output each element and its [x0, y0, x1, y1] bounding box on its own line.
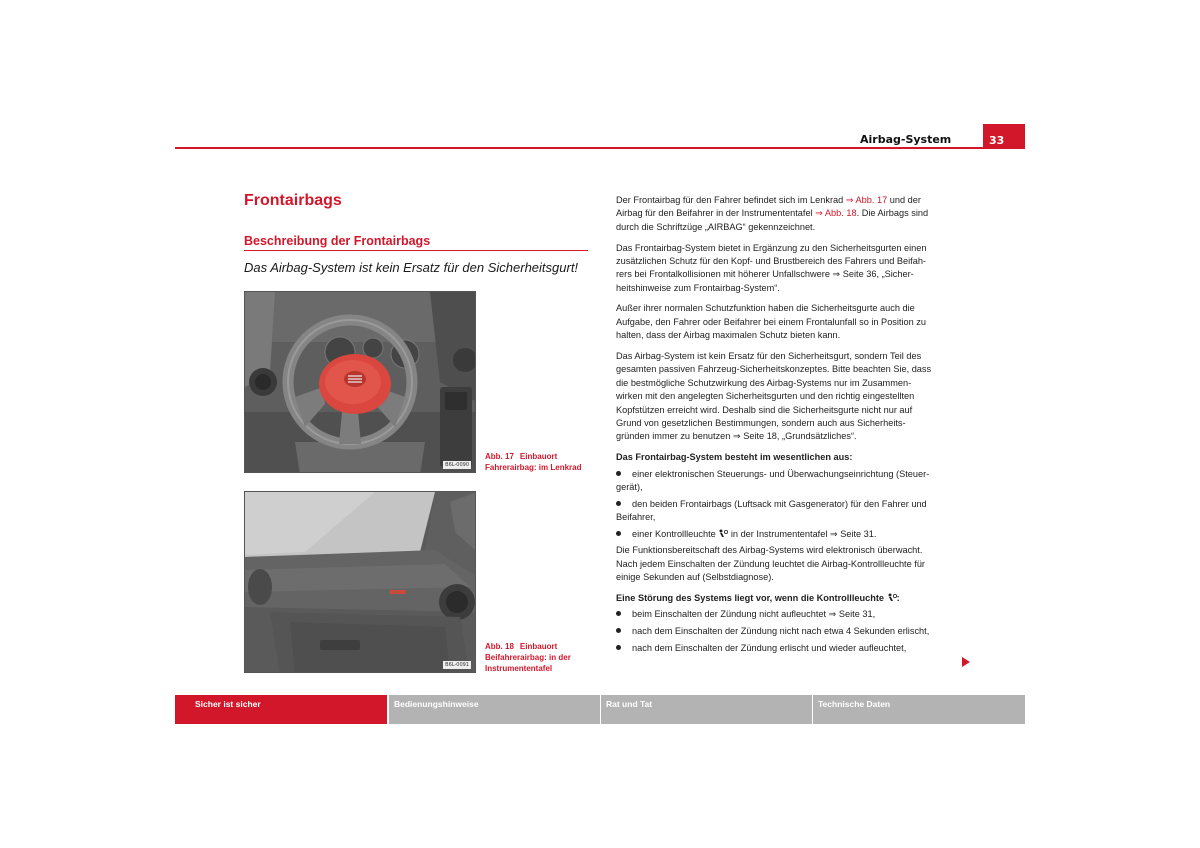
list-item: beim Einschalten der Zündung nicht aufleuchtet ⇒ Seite 31,: [616, 608, 962, 621]
caption-description: Instrumententafel: [485, 664, 553, 673]
dashboard-illustration: [245, 492, 476, 673]
caption-label: Abb. 17: [485, 452, 514, 461]
figure-link-17[interactable]: ⇒ Abb. 17: [845, 195, 888, 205]
list-heading: Das Frontairbag-System besteht im wesentlichen aus:: [616, 452, 853, 463]
paragraph: Der Frontairbag für den Fahrer befindet sich im Lenkrad ⇒ Abb. 17 und der Airbag für den Beifahrer in der Instrumententafel ⇒ Abb. 18. Die Airbags sind durch die Schriftzüge „AIRBAG“ gekennzeichnet.: [616, 195, 929, 232]
section-title: Airbag-System: [860, 133, 952, 146]
fault-list: [616, 608, 962, 655]
section-heading-rule: [244, 250, 588, 251]
caption-label: Abb. 18: [485, 642, 514, 651]
page-number: 33: [983, 124, 1025, 149]
tab-sicher-ist-sicher[interactable]: Sicher ist sicher: [175, 695, 387, 724]
caption-title: Einbauort: [519, 452, 558, 461]
figure-link-18[interactable]: ⇒ Abb. 18: [815, 208, 857, 219]
figure-code: B6L-0090: [445, 462, 469, 468]
body-text: [616, 194, 962, 658]
caption-title: Einbauort: [519, 642, 558, 651]
list-item: einer elektronischen Steuerungs- und Überwachungseinrichtung (Steuer- gerät),: [616, 468, 930, 493]
paragraph: Das Frontairbag-System bietet in Ergänzung zu den Sicherheitsgurten einen zusätzlichen Schutz für den Kopf- und Brustbereich des Fahrers und Beifah- rers bei Frontalkollisionen mit höherer Unfallschwere ⇒ Seite 36, „Sicher- heitshinweise zum Frontairbag-System“.: [616, 242, 927, 293]
figure-passenger-airbag: [244, 491, 476, 673]
figure-driver-airbag: [244, 291, 476, 473]
figure-caption-17: [485, 451, 581, 473]
header-rule: [175, 147, 1025, 149]
caption-line: [485, 451, 581, 462]
figure-caption-18: [485, 641, 571, 674]
steering-wheel-illustration: [245, 292, 476, 473]
section-heading: Beschreibung der Frontairbags: [244, 234, 431, 248]
caption-description: Beifahrerairbag: in der: [485, 653, 571, 662]
tab-technische-daten[interactable]: Technische Daten: [813, 695, 1025, 724]
tab-bedienungshinweise[interactable]: Bedienungshinweise: [389, 695, 600, 724]
paragraph: Die Funktionsbereitschaft des Airbag-Systems wird elektronisch überwacht. Nach jedem Einschalten der Zündung leuchtet die Airbag-Kontrollleuchte für einige Sekunden auf (Selbstdiagnose).: [616, 545, 925, 583]
airbag-warning-icon: [718, 529, 728, 538]
caption-description: Fahrerairbag: im Lenkrad: [485, 463, 582, 472]
list-item: nach dem Einschalten der Zündung nicht nach etwa 4 Sekunden erlischt,: [616, 625, 962, 638]
airbag-warning-icon: [887, 593, 897, 602]
caption-line: [485, 641, 571, 652]
continue-arrow-icon[interactable]: [962, 657, 970, 667]
chapter-heading: Frontairbags: [244, 192, 342, 209]
figure-code: B6L-0091: [445, 662, 469, 668]
paragraph: Das Airbag-System ist kein Ersatz für den Sicherheitsgurt, sondern Teil des gesamten passiven Fahrzeug-Sicherheitskonzeptes. Bitte beachten Sie, dass die bestmögliche Schutzwirkung des Airbag-Systems nur im Zusammen- wirken mit den angelegten Sicherheitsgurten und den richtig eingestellten Kopfstützen erreicht wird. Deshalb sind die Sicherheitsgurte nicht nur auf Grund von gesetzlichen Bestimmungen, sondern auch aus Sicherheits- gründen immer zu benutzen ⇒ Seite 18, „Grundsätzliches“.: [616, 350, 932, 442]
list-item: einer Kontrollleuchte in der Instrumententafel ⇒ Seite 31.: [616, 528, 962, 541]
list-item: den beiden Frontairbags (Luftsack mit Gasgenerator) für den Fahrer und Beifahrer,: [616, 498, 927, 523]
tab-rat-und-tat[interactable]: Rat und Tat: [601, 695, 812, 724]
paragraph: Außer ihrer normalen Schutzfunktion haben die Sicherheitsgurte auch die Aufgabe, den Fahrer oder Beifahrer bei einem Frontalunfall so in Position zu halten, dass der Airbag maximalen Schutz bieten kann.: [616, 303, 927, 341]
component-list: [616, 468, 962, 541]
lead-text: Das Airbag-System ist kein Ersatz für den Sicherheitsgurt!: [244, 260, 579, 275]
list-heading: Eine Störung des Systems liegt vor, wenn die Kontrollleuchte :: [616, 592, 900, 603]
list-item: nach dem Einschalten der Zündung erlischt und wieder aufleuchtet,: [616, 642, 962, 655]
